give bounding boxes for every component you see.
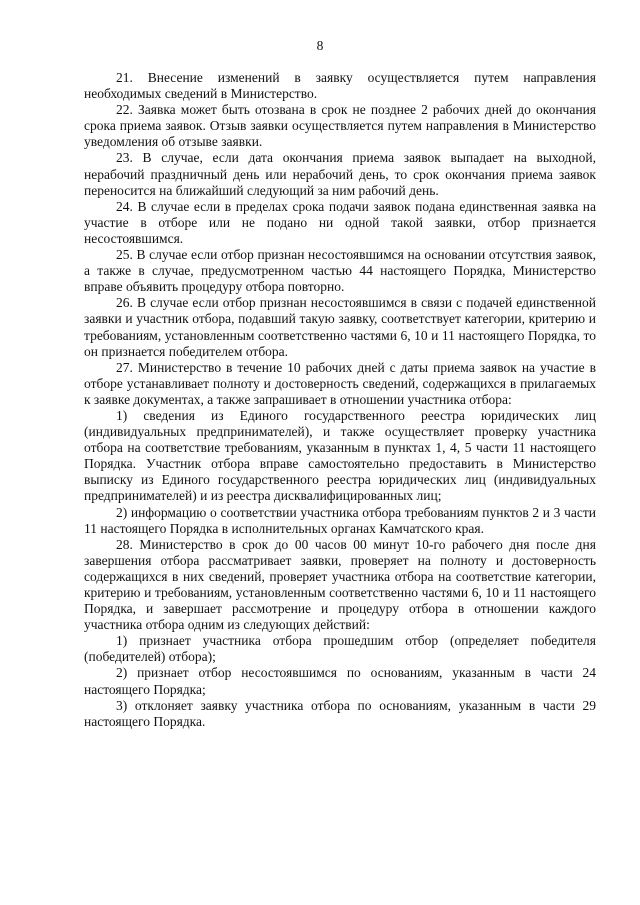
paragraph-27: 27. Министерство в течение 10 рабочих дней с даты приема заявок на участие в отборе устанавливает полноту и достоверность сведений, содержащихся в прилагаемых к заявке документах, а также запрашивает в отношении участника отбора: <box>84 359 596 407</box>
paragraph-23: 23. В случае, если дата окончания приема заявок выпадает на выходной, нерабочий праздничный день или нерабочий день, то срок окончания приема заявок переносится на ближайший следующий за ним рабочий день. <box>84 150 596 198</box>
paragraph-25: 25. В случае если отбор признан несостоявшимся на основании отсутствия заявок, а также в случае, предусмотренном частью 44 настоящего Порядка, Министерство вправе объявить процедуру отбора повторно. <box>84 247 596 295</box>
paragraph-28-item-1: 1) признает участника отбора прошедшим отбор (определяет победителя (победителей) отбора); <box>84 633 596 665</box>
paragraph-27-item-2: 2) информацию о соответствии участника отбора требованиям пунктов 2 и 3 части 11 настоящего Порядка в исполнительных органах Камчатского края. <box>84 504 596 536</box>
paragraph-21: 21. Внесение изменений в заявку осуществляется путем направления необходимых сведений в Министерство. <box>84 70 596 102</box>
paragraph-24: 24. В случае если в пределах срока подачи заявок подана единственная заявка на участие в отборе или не подано ни одной такой заявки, отбор признается несостоявшимся. <box>84 198 596 246</box>
paragraph-22: 22. Заявка может быть отозвана в срок не позднее 2 рабочих дней до окончания срока приема заявок. Отзыв заявки осуществляется путем направления в Министерство уведомления об отзыве заявки. <box>84 102 596 150</box>
document-body <box>84 70 596 730</box>
paragraph-28-item-2: 2) признает отбор несостоявшимся по основаниям, указанным в части 24 настоящего Порядка; <box>84 665 596 697</box>
page-number: 8 <box>316 38 324 53</box>
paragraph-27-item-1: 1) сведения из Единого государственного реестра юридических лиц (индивидуальных предпринимателей), и также осуществляет проверку участника отбора на соответствие требованиям, указанным в пунктах 1, 4, 5 части 11 настоящего Порядка. Участник отбора вправе самостоятельно предоставить в Министерство выписку из Единого государственного реестра юридических лиц (индивидуальных предпринимателей) и из реестра дисквалифицированных лиц; <box>84 407 596 504</box>
paragraph-26: 26. В случае если отбор признан несостоявшимся в связи с подачей единственной заявки и участник отбора, подавший такую заявку, соответствует категории, критерию и требованиям, установленным соответственно частями 6, 10 и 11 настоящего Порядка, то он признается победителем отбора. <box>84 295 596 359</box>
paragraph-28-item-3: 3) отклоняет заявку участника отбора по основаниям, указанным в части 29 настоящего Порядка. <box>84 697 596 729</box>
paragraph-28: 28. Министерство в срок до 00 часов 00 минут 10-го рабочего дня после дня завершения отбора рассматривает заявки, проверяет на полноту и достоверность содержащихся в них сведений, проверяет участника отбора на соответствие категории, критерию и требованиям, установленным соответственно частями 6, 10 и 11 настоящего Порядка, и завершает рассмотрение и процедуру отбора в отношении каждого участника отбора одним из следующих действий: <box>84 536 596 633</box>
